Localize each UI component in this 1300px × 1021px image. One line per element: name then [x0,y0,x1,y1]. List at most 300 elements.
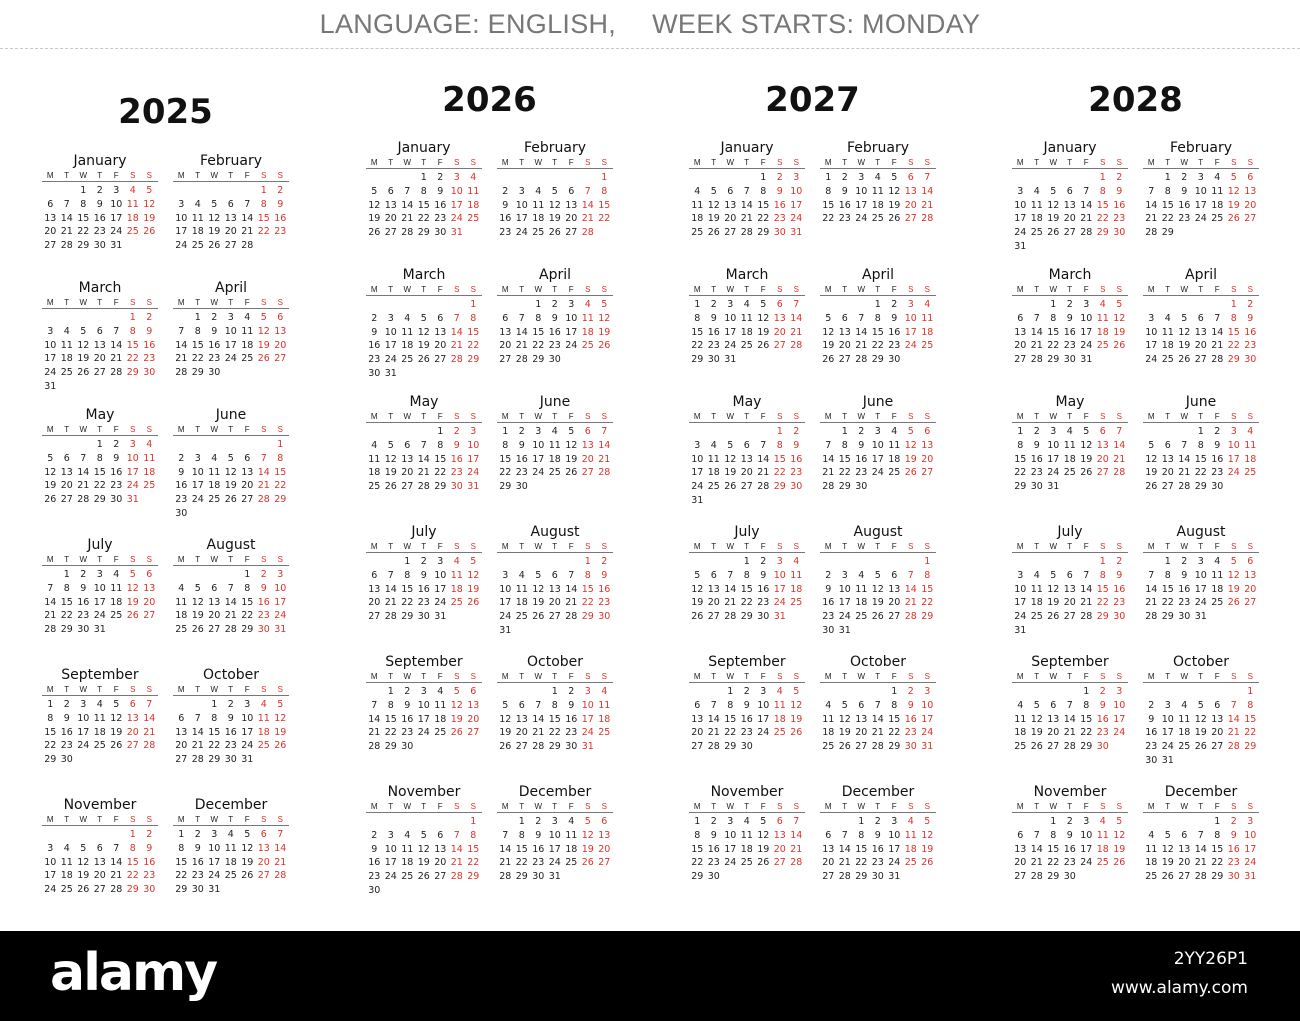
weekday-label: S [470,672,476,681]
weekday-label: S [1231,158,1237,167]
day-cell: 3 [694,439,701,451]
day-cell: 5 [227,452,234,464]
day-cell: 6 [129,699,136,710]
weekday-label: T [228,425,234,434]
day-cell: 20 [384,213,397,225]
day-cell: 6 [1050,699,1057,711]
day-cell: 26 [77,367,90,379]
month-name: September [61,667,139,683]
empty-cell [75,438,92,452]
day-cell: 11 [257,712,270,724]
weekday-label: T [195,298,201,307]
day-cell: 25 [871,213,884,225]
day-cell: 12 [467,569,480,581]
day-cell: 14 [1178,453,1191,465]
day-cell: 27 [126,740,139,752]
day-cell: 9 [211,325,218,337]
day-cell: 17 [44,353,57,365]
day-cell: 9 [1116,569,1123,581]
day-cell: 5 [420,829,427,841]
weekday-label: T [1165,802,1171,811]
day-cell: 14 [1030,326,1043,338]
weekday-label: M [824,542,832,551]
day-cell: 26 [417,871,430,883]
day-cell: 31 [691,494,704,506]
day-cell: 14 [110,856,123,868]
day-cell: 1 [760,172,767,183]
day-cell: 24 [838,611,851,623]
day-cell: 30 [401,741,414,753]
day-cell: 1 [1099,556,1106,567]
empty-cell [1012,815,1029,829]
weekday-header [1012,157,1128,169]
day-cell: 12 [838,713,851,725]
weekday-label: S [470,285,476,294]
month-june-2025 [173,406,289,521]
day-cell: 6 [244,452,251,464]
day-cell: 20 [888,597,901,609]
day-cell: 5 [260,312,267,323]
day-cell: 30 [904,741,917,753]
day-cell: 24 [855,213,868,225]
day-cell: 19 [871,597,884,609]
day-grid [689,555,805,624]
month-name: May [1055,394,1085,410]
month-name: October [526,654,584,670]
day-cell: 14 [1080,199,1093,211]
day-cell: 27 [175,754,188,766]
day-cell: 11 [1063,439,1076,451]
empty-cell [497,555,514,569]
day-cell: 10 [44,339,57,351]
day-cell: 16 [707,326,720,338]
empty-cell [1176,685,1193,699]
day-cell: 2 [96,185,103,196]
weekday-label: S [454,158,460,167]
weekday-label: F [1083,802,1089,811]
day-cell: 15 [838,453,851,465]
day-cell: 7 [63,198,70,210]
day-cell: 1 [776,426,783,437]
day-cell: 30 [257,624,270,636]
day-cell: 5 [194,582,201,594]
day-cell: 27 [1047,741,1060,753]
day-cell: 11 [740,829,753,841]
day-cell: 17 [450,199,463,211]
day-cell: 3 [437,556,444,567]
day-grid [1012,685,1128,754]
weekday-label: T [97,815,103,824]
day-cell: 30 [60,754,73,766]
day-cell: 12 [417,843,430,855]
day-cell: 10 [191,466,204,478]
day-cell: 25 [241,353,254,365]
day-cell: 24 [241,740,254,752]
day-cell: 21 [44,610,57,622]
weekday-label: T [519,285,525,294]
day-cell: 27 [888,611,901,623]
day-cell: 22 [871,340,884,352]
weekday-label: M [370,672,378,681]
day-cell: 11 [921,312,934,324]
day-cell: 30 [1063,871,1076,883]
day-cell: 29 [871,354,884,366]
day-cell: 5 [1033,699,1040,711]
weekday-label: S [146,171,152,180]
weekday-label: S [777,542,783,551]
day-cell: 20 [773,843,786,855]
day-cell: 23 [401,727,414,739]
empty-cell [206,184,223,198]
day-cell: 21 [838,857,851,869]
day-cell: 24 [450,213,463,225]
day-cell: 4 [211,452,218,464]
weekday-label: M [1147,285,1155,294]
day-cell: 4 [601,686,608,697]
day-cell: 16 [1030,453,1043,465]
weekday-label: W [857,412,866,421]
day-cell: 4 [793,556,800,567]
day-cell: 23 [1211,467,1224,479]
day-cell: 29 [724,741,737,753]
empty-cell [1209,298,1226,312]
day-cell: 15 [417,199,430,211]
weekday-label: F [437,802,443,811]
day-cell: 7 [146,699,153,710]
day-cell: 7 [1083,185,1090,197]
day-cell: 7 [260,452,267,464]
day-cell: 12 [565,439,578,451]
month-name: January [73,153,127,169]
day-cell: 12 [224,466,237,478]
day-grid [42,184,158,253]
day-cell: 23 [450,467,463,479]
day-cell: 29 [548,741,561,753]
day-cell: 15 [60,596,73,608]
weekday-label: S [1116,802,1122,811]
day-cell: 11 [871,185,884,197]
day-cell: 17 [1194,583,1207,595]
day-cell: 2 [453,426,460,437]
day-cell: 12 [1030,713,1043,725]
empty-cell [1160,685,1177,699]
day-cell: 19 [565,453,578,465]
day-cell: 28 [1194,871,1207,883]
day-cell: 16 [143,339,156,351]
day-cell: 19 [417,857,430,869]
day-cell: 24 [904,340,917,352]
day-cell: 22 [548,727,561,739]
weekday-label: F [568,412,574,421]
day-grid [820,555,936,638]
weekday-label: M [824,802,832,811]
day-cell: 8 [96,452,103,464]
day-cell: 11 [1014,713,1027,725]
day-cell: 19 [707,213,720,225]
day-cell: 2 [1099,686,1106,697]
day-cell: 6 [518,699,525,711]
day-cell: 15 [724,713,737,725]
day-cell: 31 [1194,611,1207,623]
day-cell: 5 [1050,569,1057,581]
day-cell: 25 [822,741,835,753]
weekday-label: W [1049,542,1058,551]
day-cell: 16 [208,339,221,351]
day-cell: 5 [1083,426,1090,437]
weekday-label: W [857,802,866,811]
day-cell: 12 [110,712,123,724]
day-cell: 27 [515,741,528,753]
day-cell: 19 [691,597,704,609]
day-cell: 29 [1194,481,1207,493]
day-cell: 17 [921,713,934,725]
day-cell: 18 [191,226,204,238]
day-cell: 7 [760,439,767,451]
day-cell: 15 [855,843,868,855]
day-cell: 16 [93,212,106,224]
header-line [0,0,1300,49]
day-cell: 25 [548,467,561,479]
day-cell: 18 [1145,857,1158,869]
weekday-label: S [146,425,152,434]
day-cell: 18 [855,597,868,609]
day-cell: 20 [1244,583,1257,595]
day-cell: 19 [126,596,139,608]
weekday-label: T [875,412,881,421]
day-cell: 26 [598,340,611,352]
day-cell: 19 [757,326,770,338]
day-cell: 21 [368,727,381,739]
day-cell: 16 [368,340,381,352]
day-cell: 11 [888,439,901,451]
day-cell: 1 [1050,299,1057,310]
weekday-label: T [875,285,881,294]
day-cell: 25 [434,727,447,739]
weekday-label: M [1016,412,1024,421]
day-cell: 9 [96,198,103,210]
day-cell: 12 [1145,453,1158,465]
day-cell: 29 [532,354,545,366]
weekday-label: T [1034,158,1040,167]
month-january-2027 [689,139,805,240]
empty-cell [1078,555,1095,569]
day-cell: 6 [776,816,783,827]
weekday-label: T [1198,412,1204,421]
month-name: June [862,394,894,410]
day-cell: 29 [1080,741,1093,753]
day-cell: 4 [825,699,832,711]
weekday-label: F [891,158,897,167]
day-cell: 5 [470,556,477,567]
day-cell: 12 [598,312,611,324]
day-cell: 21 [450,857,463,869]
weekday-label: M [177,425,185,434]
weekday-label: S [277,815,283,824]
day-cell: 28 [871,741,884,753]
day-cell: 28 [1080,227,1093,239]
day-cell: 12 [691,583,704,595]
day-cell: 4 [776,686,783,697]
day-cell: 28 [499,871,512,883]
day-cell: 21 [175,353,188,365]
day-cell: 26 [822,354,835,366]
day-cell: 18 [1211,199,1224,211]
day-cell: 22 [773,467,786,479]
day-grid [366,685,482,754]
day-cell: 10 [724,829,737,841]
day-cell: 31 [921,741,934,753]
day-cell: 25 [921,340,934,352]
day-cell: 18 [904,843,917,855]
day-cell: 12 [790,699,803,711]
day-cell: 11 [1145,843,1158,855]
day-cell: 26 [208,240,221,252]
day-cell: 22 [175,870,188,882]
day-cell: 15 [1211,843,1224,855]
empty-cell [190,568,207,582]
month-january-2026 [366,139,482,240]
day-cell: 2 [743,686,750,697]
day-cell: 31 [1014,624,1027,636]
weekday-label: T [64,425,70,434]
day-cell: 25 [401,871,414,883]
empty-cell [689,425,706,439]
day-cell: 19 [384,467,397,479]
weekday-label: F [568,672,574,681]
day-cell: 28 [368,741,381,753]
day-cell: 2 [518,426,525,437]
day-cell: 5 [1116,816,1123,827]
day-cell: 7 [113,842,120,854]
weekday-header [689,801,805,813]
day-cell: 17 [126,466,139,478]
weekday-label: F [1214,802,1220,811]
day-cell: 13 [175,726,188,738]
day-cell: 30 [707,871,720,883]
day-grid [497,685,613,754]
weekday-label: M [1016,158,1024,167]
day-cell: 13 [44,212,57,224]
weekday-label: S [585,158,591,167]
day-cell: 21 [241,226,254,238]
day-cell: 13 [581,439,594,451]
day-cell: 10 [208,842,221,854]
day-cell: 20 [691,727,704,739]
day-cell: 1 [743,556,750,567]
day-cell: 14 [450,326,463,338]
week-start-label: WEEK STARTS: MONDAY [652,9,981,39]
empty-cell [689,555,706,569]
empty-cell [739,171,756,185]
weekday-label: W [210,298,219,307]
weekday-label: M [693,542,701,551]
day-cell: 1 [891,686,898,697]
day-cell: 10 [224,325,237,337]
weekday-label: W [403,412,412,421]
day-cell: 24 [1145,354,1158,366]
day-cell: 1 [420,172,427,183]
day-cell: 19 [1047,213,1060,225]
day-cell: 26 [110,740,123,752]
day-cell: 23 [499,227,512,239]
empty-cell [706,425,723,439]
empty-cell [432,815,449,829]
day-cell: 8 [502,439,509,451]
day-cell: 17 [724,326,737,338]
weekday-label: F [760,542,766,551]
day-cell: 22 [1014,467,1027,479]
day-cell: 29 [1047,871,1060,883]
empty-cell [59,828,76,842]
day-cell: 4 [1033,569,1040,581]
day-cell: 17 [191,480,204,492]
day-cell: 5 [760,299,767,310]
weekday-label: M [46,298,54,307]
weekday-label: S [585,542,591,551]
month-name: February [1169,140,1233,156]
day-cell: 23 [143,353,156,365]
day-cell: 16 [1145,727,1158,739]
day-cell: 3 [1197,556,1204,567]
weekday-label: S [601,158,607,167]
empty-cell [1029,555,1046,569]
day-cell: 26 [1047,227,1060,239]
day-cell: 1 [1164,172,1171,183]
day-cell: 20 [1047,727,1060,739]
weekday-label: F [568,285,574,294]
day-cell: 12 [757,312,770,324]
day-cell: 23 [757,597,770,609]
day-cell: 10 [515,199,528,211]
day-cell: 9 [518,439,525,451]
weekday-label: S [908,412,914,421]
day-cell: 4 [96,699,103,710]
day-cell: 30 [175,507,188,519]
day-cell: 1 [80,185,87,196]
day-cell: 14 [822,453,835,465]
month-september-2027 [689,653,805,754]
weekday-label: T [228,298,234,307]
day-cell: 20 [822,857,835,869]
weekday-label: T [64,171,70,180]
day-cell: 25 [1014,741,1027,753]
day-cell: 11 [515,583,528,595]
weekday-label: F [1083,285,1089,294]
day-cell: 26 [1227,597,1240,609]
day-grid [820,685,936,754]
day-cell: 21 [450,340,463,352]
day-cell: 6 [825,829,832,841]
day-cell: 26 [921,857,934,869]
day-grid [173,568,289,637]
day-cell: 23 [532,857,545,869]
weekday-label: M [501,285,509,294]
day-cell: 8 [584,569,591,581]
day-cell: 7 [793,299,800,310]
day-cell: 2 [793,426,800,437]
day-cell: 17 [1145,340,1158,352]
month-february-2028 [1143,139,1259,240]
empty-cell [820,815,837,829]
empty-cell [530,555,547,569]
day-cell: 21 [707,727,720,739]
weekday-label: T [1034,802,1040,811]
month-april-2028 [1143,266,1259,367]
day-cell: 22 [691,857,704,869]
day-cell: 8 [470,312,477,324]
empty-cell [1062,555,1079,569]
day-cell: 27 [384,227,397,239]
